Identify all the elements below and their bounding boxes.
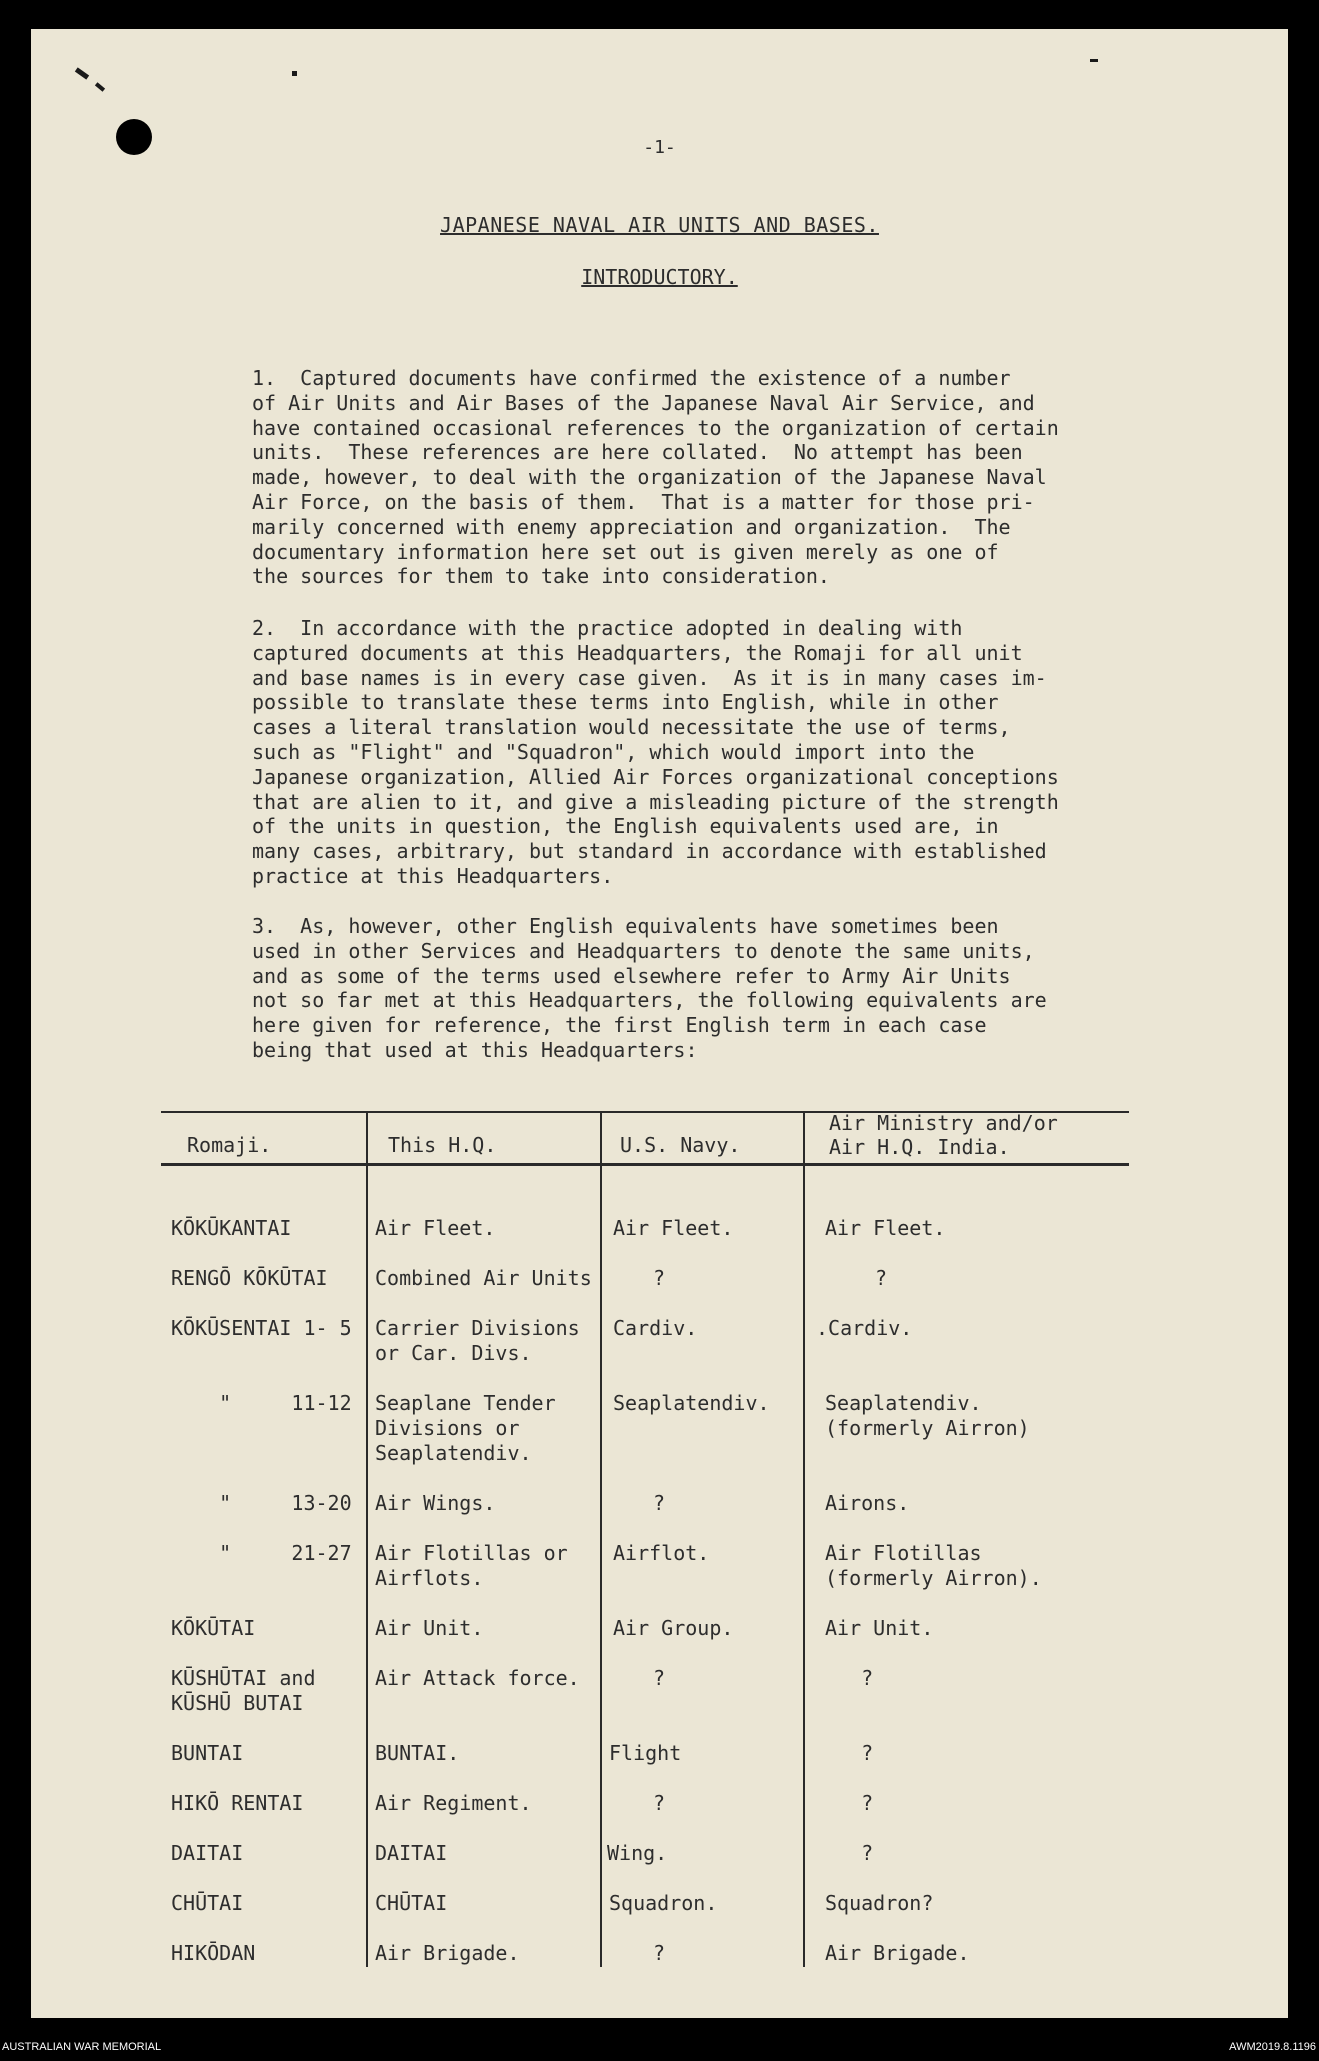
table-header-rule (161, 1163, 1129, 1166)
column-divider (803, 1111, 805, 1967)
paragraph-2: 2. In accordance with the practice adopted in dealing with captured documents at this Headquarters, the Romaji for all unit and base names is in every case given. As it is in many cases im- possible to translate these terms into English, while in other cases a literal translation would necessitate the use of terms, such as "Flight" and "Squadron", which would import into the Japanese organization, Allied Air Forces organizational conceptions that are alien to it, and give a misleading picture of the strength of the units in question, the English equivalents used are, in many cases, arbitrary, but standard in accordance with established practice at this Headquarters. (252, 616, 1059, 888)
header-this-hq: This H.Q. (388, 1133, 497, 1157)
paragraph-1: 1. Captured documents have confirmed the existence of a number of Air Units and Air Bases of the Japanese Naval Air Service, and have contained occasional references to the organization of certain units. These references are here collated. No attempt has been made, however, to deal with the organization of the Japanese Naval Air Force, on the basis of them. That is a matter for those pri- marily concerned with enemy appreciation and organization. The documentary information here set out is given merely as one of the sources for them to take into consideration. (252, 366, 1059, 589)
paragraph-3: 3. As, however, other English equivalents have sometimes been used in other Services and Headquarters to denote the same units, and as some of the terms used elsewhere refer to Army Air Units not so far met at this Headquarters, the following equivalents are here given for reference, the first English term in each case being that used at this Headquarters: (252, 914, 1047, 1062)
column-divider (600, 1111, 602, 1967)
ink-mark (292, 71, 297, 76)
ink-mark (95, 82, 105, 91)
ink-mark (75, 67, 89, 79)
ink-mark (1090, 59, 1098, 62)
document-title: JAPANESE NAVAL AIR UNITS AND BASES. (440, 213, 879, 237)
header-air-ministry: Air Ministry and/or Air H.Q. India. (829, 1111, 1058, 1159)
column-divider (366, 1111, 368, 1967)
header-us-navy: U.S. Navy. (620, 1133, 741, 1157)
archive-credit: AUSTRALIAN WAR MEMORIAL (2, 2041, 162, 2053)
page-number: -1- (643, 137, 676, 158)
header-romaji: Romaji. (187, 1133, 272, 1157)
document-page (31, 29, 1288, 2018)
equivalents-table: Romaji. This H.Q. U.S. Navy. Air Ministry and/or Air H.Q. India. KŌKŪKANTAI Air Fleet. Air Fleet. Air Fleet. RENGŌ KŌKŪTAI Combined Air Units ? ? KŌKŪSENTAI 1- 5 Carrier Divisions or Car. Divs. Cardiv. .Cardiv. " 11-12 Seaplane Tender Divisions or Seaplatendiv. Seaplatendiv. Seaplatendiv. (formerly Airron) " 13-20 Air Wings. ? Airons. " 21-27 Air Flotillas or Airflots. Airflot. Air Flotillas (formerly Airron). KŌKŪTAI Air Unit. Air Group. Air Unit. KŪSHŪTAI and KŪSHŪ BUTAI Air Attack force. ? ? BUNTAI BUNTAI. Flight ? HIKŌ RENTAI Air Regiment. ? ? DAITAI DAITAI Wing. ? CHŪTAI CHŪTAI Squadron. Squadron? HIKŌDAN Air Brigade. ? Air Brigade. (161, 1111, 1161, 1991)
archive-reference: AWM2019.8.1196 (1229, 2041, 1316, 2053)
section-heading: INTRODUCTORY. (581, 265, 738, 289)
